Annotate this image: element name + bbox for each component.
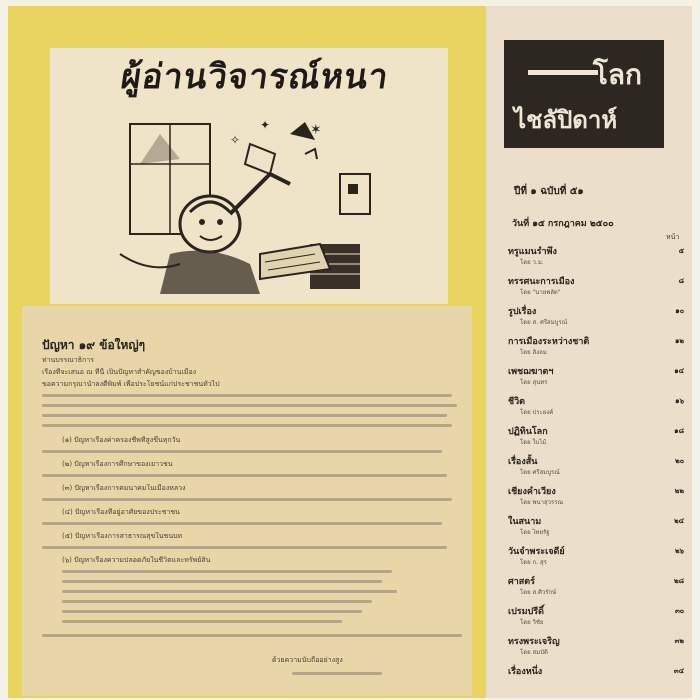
letter-line: (๔) ปัญหาเรื่องที่อยู่อาศัยของประชาชน <box>62 508 180 516</box>
magazine-logo <box>504 40 664 148</box>
letter-signoff: ด้วยความนับถืออย่างสูง <box>272 656 343 664</box>
svg-text:✧: ✧ <box>230 133 241 147</box>
letter-line: (๓) ปัญหาเรื่องการคมนาคมในเมืองหลวง <box>62 484 186 492</box>
letter-line: เรื่องที่จะเสนอ ณ ที่นี้ เป็นปัญหาสำคัญของบ้านเมือง <box>42 368 197 376</box>
letter-line: (๒) ปัญหาเรื่องการศึกษาของเยาวชน <box>62 460 173 468</box>
letter-line: (๑) ปัญหาเรื่องค่าครองชีพที่สูงขึ้นทุกวัน <box>62 436 181 444</box>
issue-number: ปีที่ ๑ ฉบับที่ ๕๑ <box>514 186 584 197</box>
letter-heading: ปัญหา ๑๙ ข้อใหญ่ๆ <box>42 338 146 352</box>
page-column-label: หน้า <box>666 233 680 241</box>
cartoon-illustration <box>110 104 400 294</box>
cartoon-title: ผู้อ่านวิจารณ์หนา <box>118 57 392 97</box>
letter-line: (๕) ปัญหาเรื่องการสาธารณสุขในชนบท <box>62 532 183 540</box>
contents-column <box>486 6 692 698</box>
left-column <box>8 6 486 698</box>
cartoon-panel <box>50 48 448 304</box>
reader-letter <box>22 306 472 696</box>
logo-line-2: ไชลัปิดาห์ <box>514 105 618 134</box>
svg-text:✶: ✶ <box>310 122 322 138</box>
svg-text:✦: ✦ <box>260 118 271 132</box>
magazine-page <box>8 6 692 698</box>
logo-line-1: โลก <box>592 58 642 91</box>
letter-line: (๖) ปัญหาเรื่องความปลอดภัยในชีวิตและทรัพย์สิน <box>62 556 211 564</box>
letter-line: ท่านบรรณาธิการ <box>42 356 94 364</box>
table-of-contents: ทรูแมนรำพึง โดย ว.ม. ๕ ทรรศนะการเมือง โดย "นายพลัด" ๘ รูปเรื่อง โดย ส. ศรีสมบูรณ์ ๑๐ การเมืองระหว่างชาติ โดย ลิงลม ๑๒ เพชฌฆาตฯ โดย สุนทร ๑๔ ชีวิต โดย ประยงค์ ๑๖ ปฏิทินโลก โดย ใบไม้ ๑๘ เรื่องสั้น โดย ศรีสมบูรณ์ ๒๐ เชียงคำเวียง โดย พนาสุวรรณ ๒๒ ในสนาม โดย ไทยรัฐ ๒๔ วันจำพระเจดีย์ โดย ก. สุร ๒๖ ศาสตร์ โดย ส.ศิวรักษ์ ๒๘ เปรมปรีดิ์ โดย วิชัย ๓๐ ทรงพระเจริญ โดย สมบัติ ๓๒ เรื่องหนึ่ง ๓๔ <box>508 247 684 677</box>
issue-date: วันที่ ๑๕ กรกฎาคม ๒๕๐๐ <box>512 219 614 229</box>
letter-line: ขอความกรุณานำลงตีพิมพ์ เพื่อประโยชน์แก่ประชาชนทั่วไป <box>42 380 220 388</box>
